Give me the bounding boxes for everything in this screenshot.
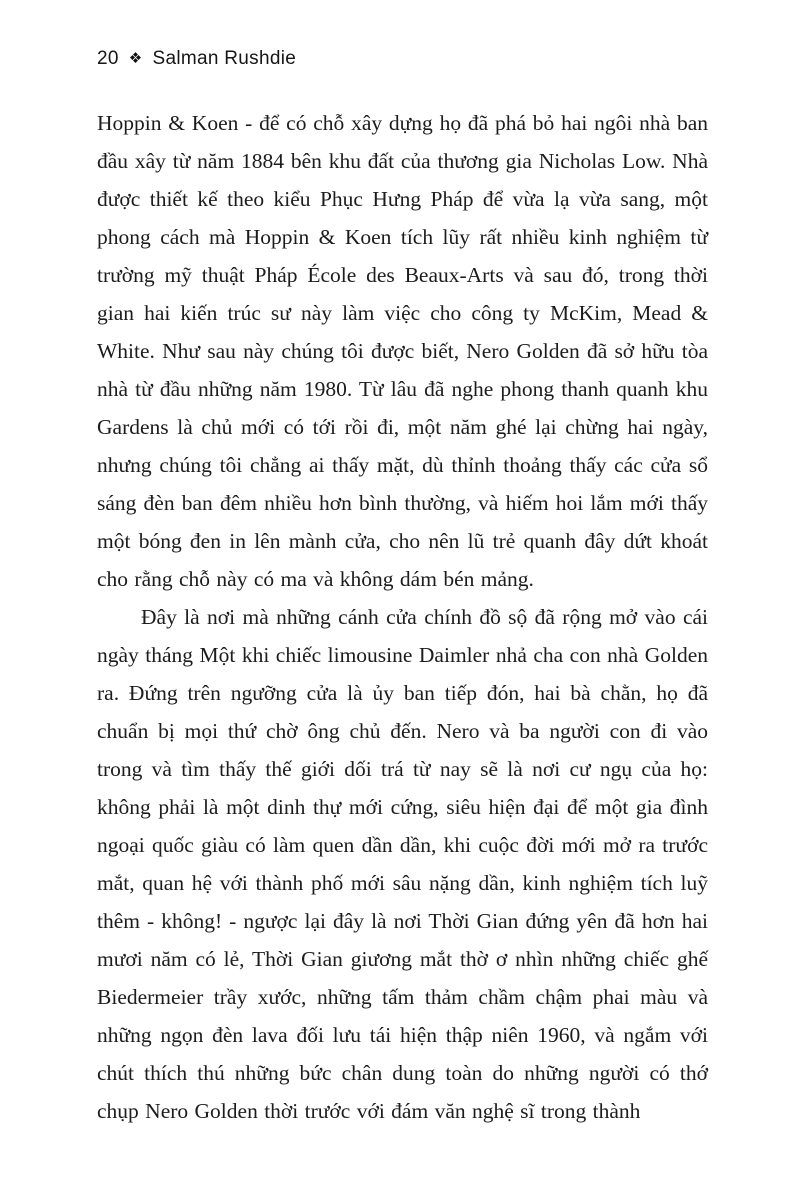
body-text: [97, 104, 708, 1130]
ornament-diamond-icon: ❖: [128, 50, 143, 67]
running-header: [97, 48, 708, 70]
running-title-author: Salman Rushdie: [152, 48, 297, 69]
paragraph: Hoppin & Koen - để có chỗ xây dựng họ đã phá bỏ hai ngôi nhà ban đầu xây từ năm 1884 bên khu đất của thương gia Nicholas Low. Nhà được thiết kế theo kiểu Phục Hưng Pháp để vừa lạ vừa sang, một phong cách mà Hoppin & Koen tích lũy rất nhiều kinh nghiệm từ trường mỹ thuật Pháp École des Beaux-Arts và sau đó, trong thời gian hai kiến trúc sư này làm việc cho công ty McKim, Mead & White. Như sau này chúng tôi được biết, Nero Golden đã sở hữu tòa nhà từ đầu những năm 1980. Từ lâu đã nghe phong thanh quanh khu Gardens là chủ mới có tới rồi đi, một năm ghé lại chừng hai ngày, nhưng chúng tôi chẳng ai thấy mặt, dù thỉnh thoảng thấy các cửa sổ sáng đèn ban đêm nhiều hơn bình thường, và hiếm hoi lắm mới thấy một bóng đen in lên mành cửa, cho nên lũ trẻ quanh đây dứt khoát cho rằng chỗ này có ma và không dám bén mảng.: [97, 111, 708, 591]
page-number: 20: [97, 48, 119, 69]
paragraph: Đây là nơi mà những cánh cửa chính đồ sộ đã rộng mở vào cái ngày tháng Một khi chiếc limousine Daimler nhả cha con nhà Golden ra. Đứng trên ngưỡng cửa là ủy ban tiếp đón, hai bà chằn, họ đã chuẩn bị mọi thứ chờ ông chủ đến. Nero và ba người con đi vào trong và tìm thấy thế giới dối trá từ nay sẽ là nơi cư ngụ của họ: không phải là một dinh thự mới cứng, siêu hiện đại để một gia đình ngoại quốc giàu có làm quen dần dần, khi cuộc đời mới mở ra trước mắt, quan hệ với thành phố mới sâu nặng dần, kinh nghiệm tích luỹ thêm - không! - ngược lại đây là nơi Thời Gian đứng yên đã hơn hai mươi năm có lẻ, Thời Gian giương mắt thờ ơ nhìn những chiếc ghế Biedermeier trầy xước, những tấm thảm chầm chậm phai màu và những ngọn đèn lava đối lưu tái hiện thập niên 1960, và ngắm với chút thích thú những bức chân dung toàn do những người có thớ chụp Nero Golden thời trước với đám văn nghệ sĩ trong thành: [97, 605, 708, 1123]
